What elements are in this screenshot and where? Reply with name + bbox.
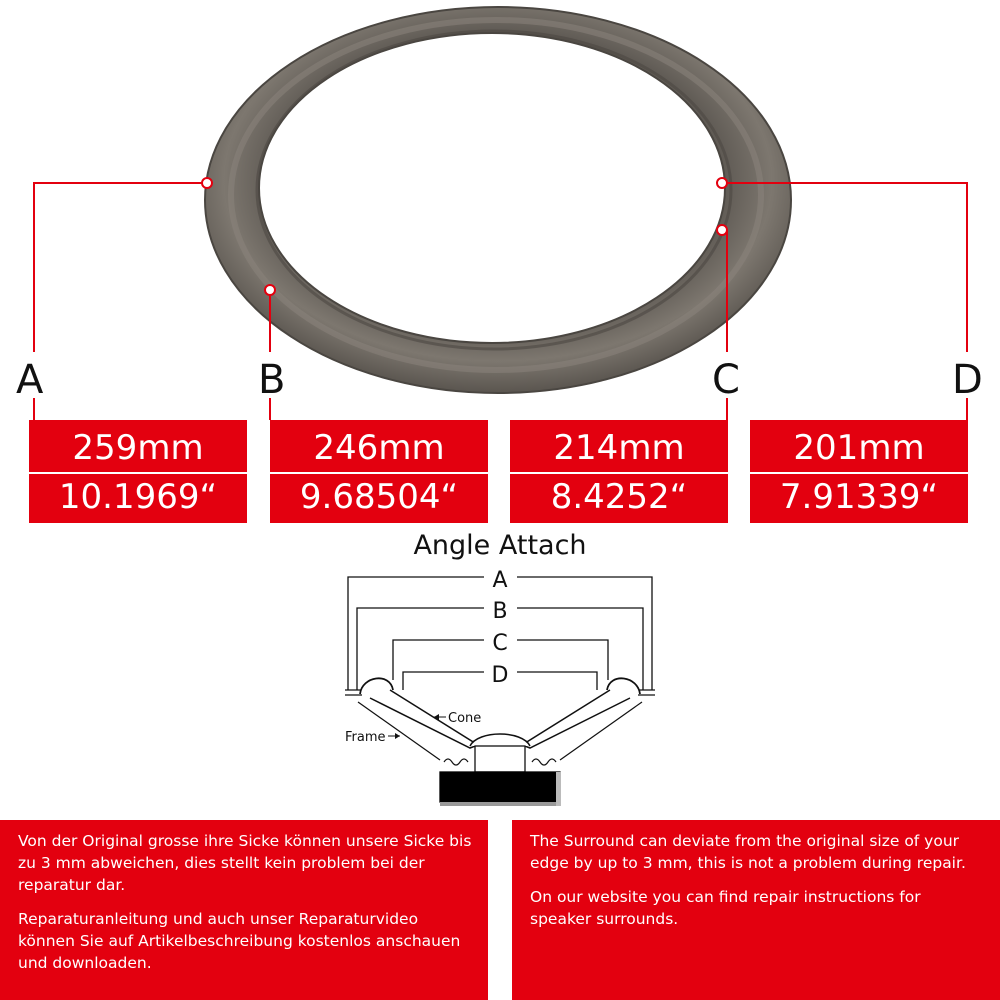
dimension-c-mm: 214mm: [553, 428, 685, 468]
frame-label: Frame: [345, 730, 386, 745]
note-german: [0, 820, 488, 1000]
attach-letter-c: C: [492, 631, 508, 656]
dimension-box-c: [510, 420, 728, 523]
dimension-box-b: [270, 420, 488, 523]
leader-a: [34, 183, 206, 352]
dimension-box-d: [750, 420, 968, 523]
surround-ring: [205, 7, 791, 393]
leader-dot-c: [717, 225, 727, 235]
dimension-a-divider: [29, 472, 247, 474]
leader-dot-d: [717, 178, 727, 188]
leader-dot-a: [202, 178, 212, 188]
dimension-d-mm: 201mm: [793, 428, 925, 468]
dimension-c-inch: 8.4252“: [550, 477, 688, 517]
note-english: [512, 820, 1000, 1000]
dimension-a-mm: 259mm: [72, 428, 204, 468]
label-d: D: [952, 357, 983, 403]
angle-attach-letters: [492, 568, 509, 688]
attach-letter-a: A: [492, 568, 508, 593]
leader-dot-b: [265, 285, 275, 295]
dimension-b-mm: 246mm: [313, 428, 445, 468]
dimension-d-inch: 7.91339“: [779, 477, 939, 517]
label-c: C: [712, 357, 740, 403]
note-german-text-1: Von der Original grosse ihre Sicke können unsere Sicke bis zu 3 mm abweichen, dies stellt kein problem bei der reparatur dar.: [18, 832, 472, 894]
diagram-title: Angle Attach: [413, 530, 587, 561]
dimension-a-inch: 10.1969“: [58, 477, 218, 517]
note-english-text-1: The Surround can deviate from the original size of your edge by up to 3 mm, this is not a problem during repair.: [530, 832, 966, 872]
attach-letter-b: B: [492, 599, 508, 624]
dimension-b-inch: 9.68504“: [299, 477, 459, 517]
dimension-b-divider: [270, 472, 488, 474]
dimension-d-divider: [750, 472, 968, 474]
label-b: B: [258, 357, 286, 403]
dimension-box-a: [29, 420, 247, 523]
note-english-text-2: On our website you can find repair instructions for speaker surrounds.: [530, 888, 921, 928]
dimension-c-divider: [510, 472, 728, 474]
label-a: A: [16, 357, 44, 403]
note-german-text-2: Reparaturanleitung und auch unser Reparaturvideo können Sie auf Artikelbeschreibung kostenlos anschauen und downloaden.: [18, 910, 461, 972]
cone-label: Cone: [448, 711, 482, 726]
attach-letter-d: D: [491, 663, 509, 688]
